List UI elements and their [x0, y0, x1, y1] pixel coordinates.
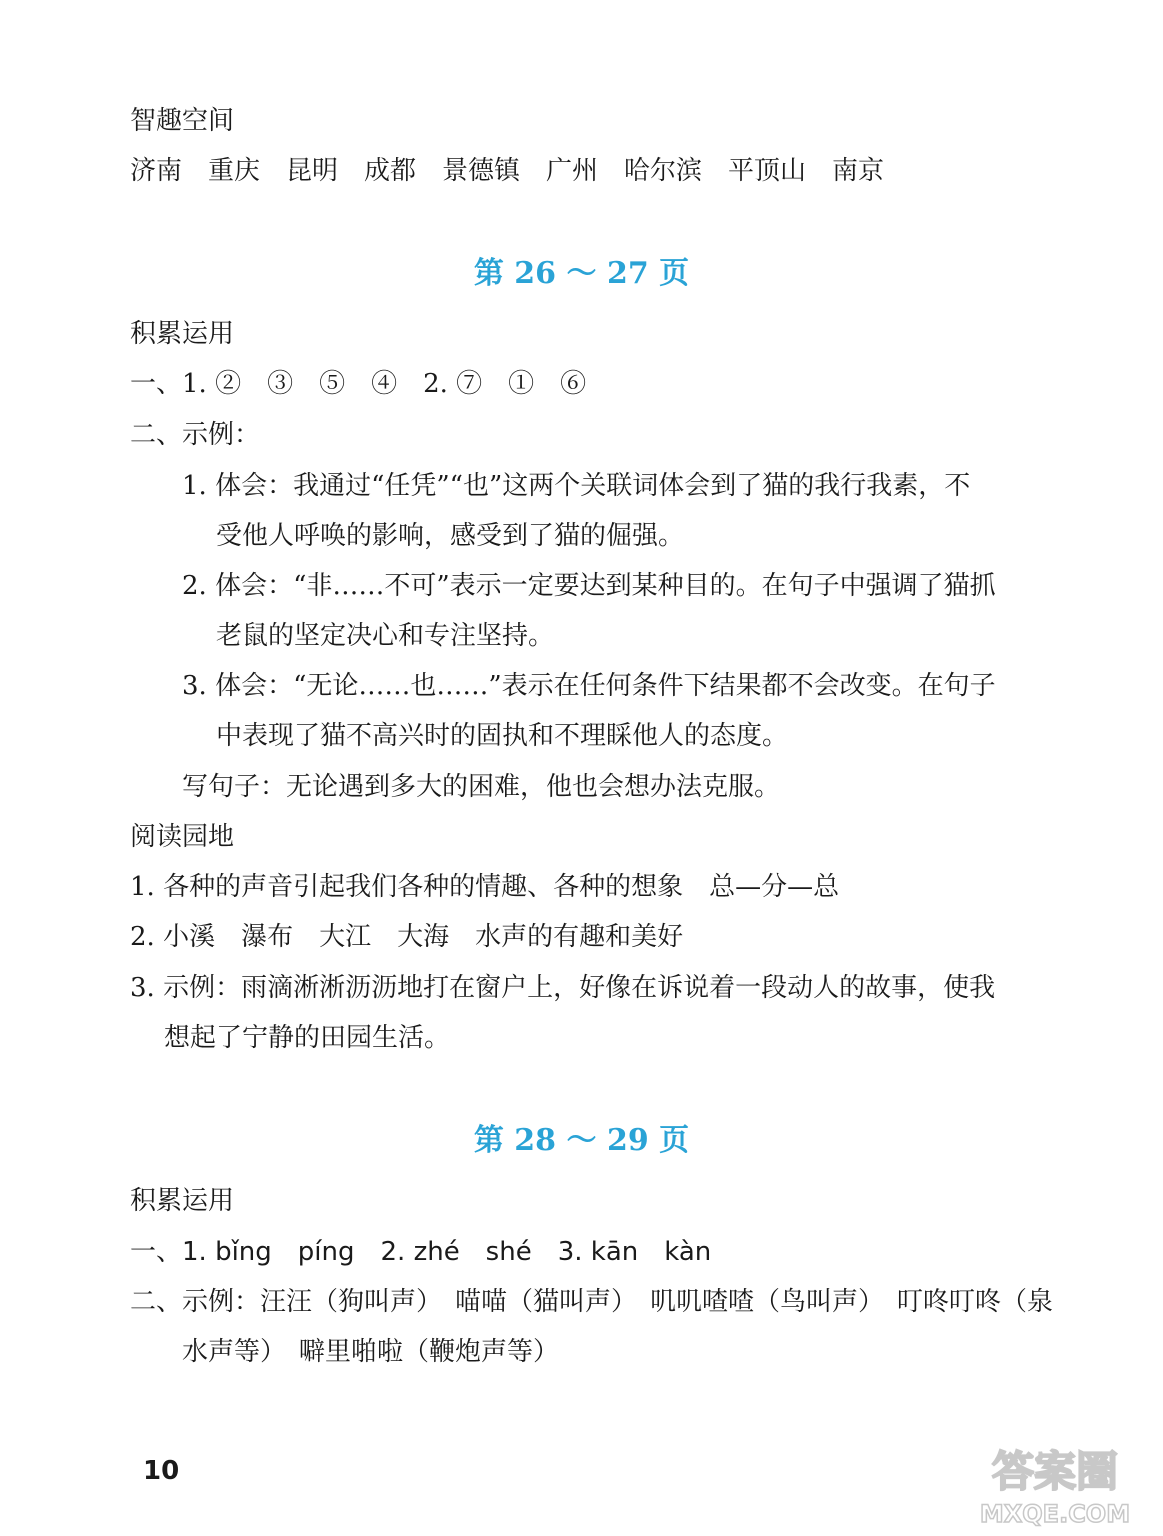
answer-item2-line2: 老鼠的坚定决心和专注坚持。	[216, 621, 555, 651]
section-heading-accumulate-2: 积累运用	[130, 1186, 235, 1216]
page-range-title-28-29: 第 28 ～ 29 页	[473, 1123, 690, 1158]
watermark-text: 答案圈	[991, 1447, 1119, 1496]
reading-answer-2: 2. 小溪 瀑布 大江 大海 水声的有趣和美好	[130, 922, 684, 952]
answer-item3-line2: 中表现了猫不高兴时的固执和不理睬他人的态度。	[216, 721, 789, 751]
onomatopoeia-line2: 水声等） 噼里啪啦（鞭炮声等）	[182, 1337, 560, 1367]
answer-item1-line1: 1. 体会：我通过“任凭”“也”这两个关联词体会到了猫的我行我素，不	[182, 471, 971, 501]
answer-item3-line1: 3. 体会：“无论……也……”表示在任何条件下结果都不会改变。在句子	[182, 671, 996, 701]
answer-q1: 一、1. ② ③ ⑤ ④ 2. ⑦ ① ⑥	[130, 369, 587, 399]
onomatopoeia-line1: 二、示例：汪汪（狗叫声） 喵喵（猫叫声） 叽叽喳喳（鸟叫声） 叮咚叮咚（泉	[130, 1287, 1054, 1317]
answer-item2-line1: 2. 体会：“非……不可”表示一定要达到某种目的。在句子中强调了猫抓	[182, 571, 996, 601]
section-heading-zhiqu: 智趣空间	[130, 106, 235, 136]
answer-q2-label: 二、示例：	[130, 420, 261, 450]
section-heading-reading: 阅读园地	[130, 822, 235, 852]
watermark-url: MXQE.COM	[979, 1500, 1131, 1528]
reading-answer-3-line1: 3. 示例：雨滴淅淅沥沥地打在窗户上，好像在诉说着一段动人的故事，使我	[130, 973, 996, 1003]
page-number: 10	[143, 1456, 180, 1486]
page-range-title-26-27: 第 26 ～ 27 页	[473, 256, 690, 291]
city-list: 济南 重庆 昆明 成都 景德镇 广州 哈尔滨 平顶山 南京	[130, 156, 885, 186]
reading-answer-3-line2: 想起了宁静的田园生活。	[164, 1023, 451, 1053]
watermark-logo	[955, 1438, 1155, 1530]
section-heading-accumulate: 积累运用	[130, 319, 235, 349]
reading-answer-1: 1. 各种的声音引起我们各种的情趣、各种的想象 总—分—总	[130, 872, 840, 902]
answer-write-sentence: 写句子：无论遇到多大的困难，他也会想办法克服。	[182, 772, 781, 802]
pinyin-answers: 一、1. bǐng píng 2. zhé shé 3. kān kàn	[130, 1237, 712, 1267]
answer-item1-line2: 受他人呼唤的影响，感受到了猫的倔强。	[216, 521, 685, 551]
